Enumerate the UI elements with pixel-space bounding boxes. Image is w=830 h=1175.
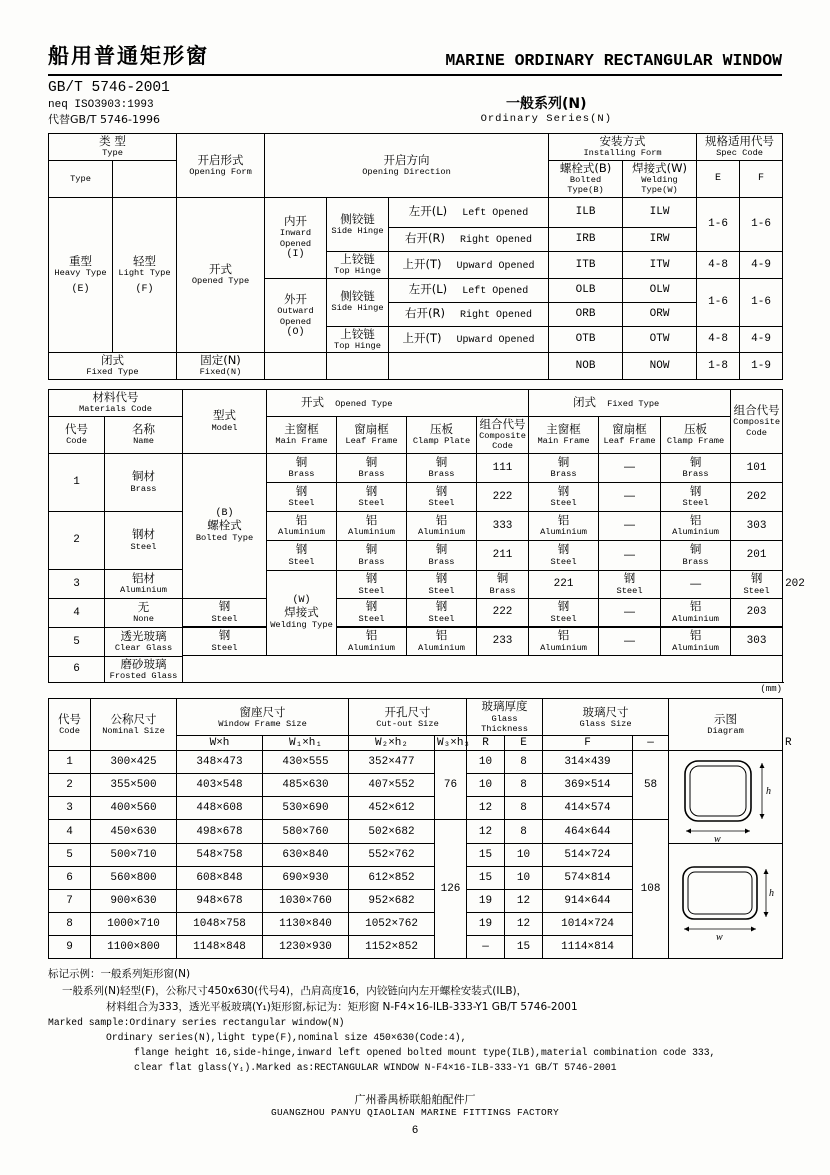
row-e-7: 19 xyxy=(467,890,505,913)
row-code-4: 4 xyxy=(49,820,91,844)
marked-line-3: 材料组合为333，透光平板玻璃(Y₁)矩形窗,标记为：矩形窗 N-F4×16-ILB-333-Y1 GB/T 5746-2001 xyxy=(106,1000,578,1013)
factory-name-cn: 广州番禺桥联船舶配件厂 xyxy=(354,1093,476,1107)
f-leaf-2: — xyxy=(599,482,661,511)
cell-welding-2: IRW xyxy=(623,227,697,251)
row-r-1: 76 xyxy=(435,751,467,820)
row-glass-1: 314×439 xyxy=(543,751,633,774)
row-nominal-2: 355×500 xyxy=(91,774,177,797)
row-e-5: 15 xyxy=(467,844,505,867)
mat-name-6: 磨砂玻璃 Frosted Glass xyxy=(105,656,183,683)
th-main-frame-o: 主窗框 Main Frame xyxy=(267,416,337,453)
row-e-9: — xyxy=(467,936,505,959)
o-leaf-3: 铝 Aluminium xyxy=(337,511,407,540)
o-clamp-5: 铜 Brass xyxy=(477,570,529,598)
f-main-4: 钢 Steel xyxy=(529,540,599,570)
f-leaf-4: — xyxy=(599,540,661,570)
row-cut-5: 630×840 xyxy=(263,844,349,867)
cell-spec-f-2: 4-9 xyxy=(740,251,783,278)
svg-text:h: h xyxy=(766,786,772,798)
row-nominal-8: 1000×710 xyxy=(91,913,177,936)
series-label-en: Ordinary Series(N) xyxy=(480,113,612,125)
cell-bolted-7: NOB xyxy=(549,353,623,380)
f-clamp-1: 铜 Brass xyxy=(661,453,731,482)
row-e-2: 10 xyxy=(467,774,505,797)
th-glass-size: 玻璃尺寸 Glass Size xyxy=(543,699,669,736)
cell-spec-e-3: 1-6 xyxy=(697,278,740,326)
row-code-2: 2 xyxy=(49,774,91,797)
f-clamp-3: 铝 Aluminium xyxy=(661,511,731,540)
f-code-4: 201 xyxy=(731,540,783,570)
f-clamp-7: 铝 Aluminium xyxy=(661,627,731,655)
cell-welding-1: ILW xyxy=(623,197,697,227)
row-gr-1: 58 xyxy=(633,751,669,820)
th-nominal-size: 公称尺寸 Nominal Size xyxy=(91,699,177,751)
row-e-8: 19 xyxy=(467,913,505,936)
cell-spec-e-5: 1-8 xyxy=(697,353,740,380)
svg-text:h: h xyxy=(769,888,775,900)
model-bolted: (B) 螺栓式 Bolted Type xyxy=(183,453,267,598)
cell-opened-type: 开式 Opened Type xyxy=(177,197,265,352)
f-leaf-3: — xyxy=(599,511,661,540)
cell-welding-5: ORW xyxy=(623,302,697,326)
marked-line-7: clear flat glass(Y₁).Marked as:RECTANGULAR WINDOW N-F4×16-ILB-333-Y1 GB/T 5746-2001 xyxy=(134,1062,617,1074)
row-cutout-5: 552×762 xyxy=(349,844,435,867)
cell-bolted-1: ILB xyxy=(549,197,623,227)
cell-welding-3: ITW xyxy=(623,251,697,278)
th-model: 型式 Model xyxy=(183,389,267,453)
row-cutout-1: 352×477 xyxy=(349,751,435,774)
cell-direction-2: 右开(R) Right Opened xyxy=(389,227,549,251)
row-frame-2: 403×548 xyxy=(177,774,263,797)
f-code-7: 303 xyxy=(731,627,783,655)
o-clamp-3: 铝 Aluminium xyxy=(407,511,477,540)
row-f-1: 8 xyxy=(505,751,543,774)
mat-code-6: 6 xyxy=(49,656,105,683)
cell-spec-f-3: 1-6 xyxy=(740,278,783,326)
o-code-5: 221 xyxy=(529,570,599,598)
row-frame-5: 548×758 xyxy=(177,844,263,867)
row-cutout-7: 952×682 xyxy=(349,890,435,913)
row-f-6: 10 xyxy=(505,867,543,890)
f-main-6: 钢 Steel xyxy=(529,598,599,626)
cell-bolted-6: OTB xyxy=(549,326,623,353)
series-block xyxy=(481,93,612,125)
th-type: 类 型 Type xyxy=(49,134,177,161)
title-english: MARINE ORDINARY RECTANGULAR WINDOW xyxy=(445,51,782,70)
svg-text:w: w xyxy=(716,932,723,944)
cell-direction-1: 左开(L) Left Opened xyxy=(389,197,549,227)
row-frame-3: 448×608 xyxy=(177,797,263,820)
o-code-3: 333 xyxy=(477,511,529,540)
row-nominal-3: 400×560 xyxy=(91,797,177,820)
row-nominal-5: 500×710 xyxy=(91,844,177,867)
type-opening-table xyxy=(48,133,783,380)
th-spec-e: E xyxy=(697,160,740,197)
o-main-6: 钢 Steel xyxy=(183,598,267,626)
o-clamp-1: 铜 Brass xyxy=(407,453,477,482)
row-glass-9: 1114×814 xyxy=(543,936,633,959)
th-composite-code-opened: 组合代号 Composite Code xyxy=(477,416,529,453)
row-r-2: 126 xyxy=(435,820,467,959)
row-glass-3: 414×574 xyxy=(543,797,633,820)
f-code-6: 203 xyxy=(731,598,783,626)
f-main-1: 铜 Brass xyxy=(529,453,599,482)
mat-code-2: 2 xyxy=(49,511,105,569)
cell-spec-e-4: 4-8 xyxy=(697,326,740,353)
page-footer xyxy=(48,1091,782,1118)
mat-name-3: 铝材 Aluminium xyxy=(105,569,183,598)
size-table: 代号 Code 公称尺寸 Nominal Size 窗座尺寸 Window Frame Size 开孔尺寸 Cut-out Size 玻璃厚度 Glass Thickness 玻璃尺寸 Glass Size 示图 Diagram W×h W₁×h₁ W₂×h₂ W₃×h₃ R E F — R 1 300×425 348×473 430×555 352×477 76 10 8 314×439 58 h w 2 355×500 403×548 485×630 407×552 10 8 369×514 3 400×560 448×608 530×690 452×612 12 8 414×574 4 450×630 498×678 580×760 502×682 126 12 8 464×644 108 5 500×710 548×758 630×840 552×762 15 10 514×724 h w 6 560×800 608×848 690×930 612×852 15 10 574×814 7 900×630 948×678 1030×760 952×682 19 12 914×644 8 1000×710 1048×758 1130×840 1052×762 19 12 1014×724 9 1100×800 1148×848 1230×930 1152×852 — 15 1114×814 xyxy=(48,698,783,959)
row-frame-4: 498×678 xyxy=(177,820,263,844)
page-header xyxy=(48,40,782,76)
row-code-1: 1 xyxy=(49,751,91,774)
row-code-9: 9 xyxy=(49,936,91,959)
mat-code-5: 5 xyxy=(49,627,105,656)
cell-fixed-blank2 xyxy=(327,353,389,380)
cell-top-hinge-in: 上铰链 Top Hinge xyxy=(327,251,389,278)
th-clamp-plate-o: 压板 Clamp Plate xyxy=(407,416,477,453)
marked-line-5: Ordinary series(N),light type(F),nominal size 450×630(Code:4), xyxy=(106,1032,467,1044)
diagram-cell-bottom xyxy=(669,844,783,959)
o-main-3: 铝 Aluminium xyxy=(267,511,337,540)
row-f-5: 10 xyxy=(505,844,543,867)
svg-text:w: w xyxy=(714,834,721,844)
th-welding: 焊接式(W) Welding Type(W) xyxy=(623,160,697,197)
row-e-6: 15 xyxy=(467,867,505,890)
row-cutout-2: 407×552 xyxy=(349,774,435,797)
factory-name-en: GUANGZHOU PANYU QIAOLIAN MARINE FITTINGS FACTORY xyxy=(270,1107,560,1119)
row-frame-8: 1048×758 xyxy=(177,913,263,936)
o-leaf-4: 铜 Brass xyxy=(337,540,407,570)
th-materials-code: 材料代号 Materials Code xyxy=(49,389,183,416)
cell-inward-opened: 内开 Inward Opened (I) xyxy=(265,197,327,278)
row-glass-7: 914×644 xyxy=(543,890,633,913)
row-e-4: 12 xyxy=(467,820,505,844)
th-opening-form: 开启形式 Opening Form xyxy=(177,134,265,198)
row-code-3: 3 xyxy=(49,797,91,820)
f-code-3: 303 xyxy=(731,511,783,540)
cell-fixed-type: 闭式 Fixed Type xyxy=(49,353,177,380)
th-clamp-frame-f: 压板 Clamp Frame xyxy=(661,416,731,453)
th-leaf-frame-o: 窗扇框 Leaf Frame xyxy=(337,416,407,453)
series-label-cn: 一般系列(N) xyxy=(506,96,587,112)
row-nominal-7: 900×630 xyxy=(91,890,177,913)
marked-example-block xyxy=(48,966,782,1075)
cell-light-type: 轻型 Light Type (F) xyxy=(113,197,177,352)
th-diagram: 示图 Diagram xyxy=(669,699,783,751)
row-f-3: 8 xyxy=(505,797,543,820)
cell-bolted-3: ITB xyxy=(549,251,623,278)
o-code-6: 222 xyxy=(477,598,529,626)
row-cut-3: 530×690 xyxy=(263,797,349,820)
row-cutout-4: 502×682 xyxy=(349,820,435,844)
row-glass-6: 574×814 xyxy=(543,867,633,890)
o-clamp-2: 钢 Steel xyxy=(407,482,477,511)
th-main-frame-f: 主窗框 Main Frame xyxy=(529,416,599,453)
o-main-4: 钢 Steel xyxy=(267,540,337,570)
row-frame-1: 348×473 xyxy=(177,751,263,774)
th-mat-code: 代号 Code xyxy=(49,416,105,453)
f-clamp-2: 钢 Steel xyxy=(661,482,731,511)
cell-direction-5: 右开(R) Right Opened xyxy=(389,302,549,326)
standard-block xyxy=(48,79,170,127)
o-leaf-6: 钢 Steel xyxy=(337,598,407,626)
cell-spec-f-1: 1-6 xyxy=(740,197,783,251)
th-cutout-size: 开孔尺寸 Cut-out Size xyxy=(349,699,467,736)
f-leaf-6: — xyxy=(599,598,661,626)
th-glass-thickness: 玻璃厚度 Glass Thickness xyxy=(467,699,543,736)
th-fixed-type: 闭式 Fixed Type xyxy=(529,389,731,416)
cell-bolted-4: OLB xyxy=(549,278,623,302)
row-code-8: 8 xyxy=(49,913,91,936)
marked-line-1: 标记示例：一般系列矩形窗(N) xyxy=(48,968,191,981)
mat-code-3: 3 xyxy=(49,569,105,598)
cell-bolted-5: ORB xyxy=(549,302,623,326)
rounded-window-diagram-2 xyxy=(669,855,779,947)
cell-top-hinge-out: 上铰链 Top Hinge xyxy=(327,326,389,353)
o-clamp-7: 铝 Aluminium xyxy=(407,627,477,655)
th-w2-h2: W₂×h₂ xyxy=(349,736,435,751)
mat-name-2: 钢材 Steel xyxy=(105,511,183,569)
row-frame-9: 1148×848 xyxy=(177,936,263,959)
standard-number: GB/T 5746-2001 xyxy=(48,80,170,96)
f-clamp-4: 铜 Brass xyxy=(661,540,731,570)
row-glass-5: 514×724 xyxy=(543,844,633,867)
cell-side-hinge-in: 侧铰链 Side Hinge xyxy=(327,197,389,251)
cell-fixed-blank3 xyxy=(389,353,549,380)
row-cut-9: 1230×930 xyxy=(263,936,349,959)
th-w-h: W×h xyxy=(177,736,263,751)
materials-model-table: 材料代号 Materials Code 型式 Model 开式 Opened Type 闭式 Fixed Type 组合代号 Composite Code 代号 Code 名称 Name 主窗框 Main Frame 窗扇框 Leaf Frame 压板 Clamp Plate 组合代号 Composite Code 主窗框 Main Frame 窗扇框 Leaf Frame 压板 Clamp Frame 1 铜材 Brass (B) 螺栓式 Bolted Type 铜 Brass 铜 Brass 铜 Brass 111 铜 Brass — 铜 Brass 101 钢 Steel 钢 Steel 钢 Steel 222 钢 Steel — 钢 Steel 202 2 钢材 Steel 铝 Aluminium 铝 Aluminium 铝 Aluminium 333 铝 Aluminium — 铝 Aluminium 303 钢 Steel 铜 Brass 铜 Brass 211 钢 Steel — 铜 Brass 201 3 铝材 Aluminium (W) 焊接式 Welding Type 钢 Steel 钢 Steel 铜 Brass 221 钢 Steel — 钢 Steel 202 4 无 None 钢 Steel 钢 Steel 钢 Steel 222 钢 Steel — 铝 Aluminium 203 5 透光玻璃 Clear Glass 钢 Steel 铝 Aluminium 铝 Aluminium 233 铝 Aluminium — 铝 Aluminium 303 6 磨砂玻璃 Frosted Glass xyxy=(48,389,783,683)
o-clamp-6: 钢 Steel xyxy=(407,598,477,626)
row-cut-7: 1030×760 xyxy=(263,890,349,913)
row-cut-8: 1130×840 xyxy=(263,913,349,936)
th-opened-type: 开式 Opened Type xyxy=(267,389,529,416)
cell-spec-e-2: 4-8 xyxy=(697,251,740,278)
th-spec-code: 规格适用代号 Spec Code xyxy=(697,134,783,161)
th-w1-h1: W₁×h₁ xyxy=(263,736,349,751)
o-main-5: 钢 Steel xyxy=(337,570,407,598)
cell-welding-4: OLW xyxy=(623,278,697,302)
o-clamp-4: 铜 Brass xyxy=(407,540,477,570)
diagram-cell-top xyxy=(669,751,783,844)
row-cut-6: 690×930 xyxy=(263,867,349,890)
cell-welding-6: OTW xyxy=(623,326,697,353)
unit-note: (mm) xyxy=(760,684,782,695)
row-nominal-4: 450×630 xyxy=(91,820,177,844)
cell-heavy-type: 重型 Heavy Type (E) xyxy=(49,197,113,352)
cell-side-hinge-out: 侧铰链 Side Hinge xyxy=(327,278,389,326)
mat-name-4: 无 None xyxy=(105,598,183,627)
f-leaf-7: — xyxy=(599,627,661,655)
o-code-1: 111 xyxy=(477,453,529,482)
o-main-1: 铜 Brass xyxy=(267,453,337,482)
row-frame-7: 948×678 xyxy=(177,890,263,913)
f-main-7: 铝 Aluminium xyxy=(529,627,599,655)
row-f-4: 8 xyxy=(505,820,543,844)
cell-bolted-2: IRB xyxy=(549,227,623,251)
row-e-3: 12 xyxy=(467,797,505,820)
cell-spec-f-5: 1-9 xyxy=(740,353,783,380)
mat-code-4: 4 xyxy=(49,598,105,627)
th-type-sub: Type xyxy=(49,160,113,197)
th-e: E xyxy=(505,736,543,751)
row-glass-8: 1014×724 xyxy=(543,913,633,936)
rounded-window-diagram-1 xyxy=(669,751,779,843)
cell-direction-3: 上开(T) Upward Opened xyxy=(389,251,549,278)
row-cutout-8: 1052×762 xyxy=(349,913,435,936)
th-frame-size: 窗座尺寸 Window Frame Size xyxy=(177,699,349,736)
cell-direction-4: 左开(L) Left Opened xyxy=(389,278,549,302)
row-nominal-6: 560×800 xyxy=(91,867,177,890)
row-e-1: 10 xyxy=(467,751,505,774)
marked-line-4: Marked sample:Ordinary series rectangular window(N) xyxy=(48,1017,345,1029)
mat-name-1: 铜材 Brass xyxy=(105,453,183,511)
o-code-2: 222 xyxy=(477,482,529,511)
f-main-2: 钢 Steel xyxy=(529,482,599,511)
th-w3-h3: W₃×h₃ xyxy=(435,736,467,751)
row-cut-4: 580×760 xyxy=(263,820,349,844)
row-f-9: 15 xyxy=(505,936,543,959)
model-welding: (W) 焊接式 Welding Type xyxy=(267,570,337,655)
row-glass-2: 369×514 xyxy=(543,774,633,797)
marked-line-6: flange height 16,side-hinge,inward left opened bolted mount type(ILB),material combination code 333, xyxy=(134,1047,716,1059)
th-type-sub2 xyxy=(113,160,177,197)
th-r1: R xyxy=(467,736,505,751)
o-code-7: 233 xyxy=(477,627,529,655)
marked-line-2: 一般系列(N)轻型(F)，公称尺寸450x630(代号4)，凸肩高度16，内铰链向内左开螺栓安装式(ILB)， xyxy=(62,984,528,997)
th-size-code: 代号 Code xyxy=(49,699,91,751)
row-f-2: 8 xyxy=(505,774,543,797)
th-bolted: 螺栓式(B) Bolted Type(B) xyxy=(549,160,623,197)
f-leaf-5: — xyxy=(661,570,731,598)
f-main-5: 钢 Steel xyxy=(599,570,661,598)
mat-name-5: 透光玻璃 Clear Glass xyxy=(105,627,183,656)
o-leaf-5: 钢 Steel xyxy=(407,570,477,598)
row-glass-4: 464×644 xyxy=(543,820,633,844)
o-leaf-1: 铜 Brass xyxy=(337,453,407,482)
standard-header xyxy=(48,79,782,127)
cell-welding-7: NOW xyxy=(623,353,697,380)
cell-outward-opened: 外开 Outward Opened (O) xyxy=(265,278,327,353)
row-code-7: 7 xyxy=(49,890,91,913)
row-cutout-6: 612×852 xyxy=(349,867,435,890)
row-code-6: 6 xyxy=(49,867,91,890)
row-code-5: 5 xyxy=(49,844,91,867)
row-cutout-9: 1152×852 xyxy=(349,936,435,959)
row-nominal-9: 1100×800 xyxy=(91,936,177,959)
row-frame-6: 608×848 xyxy=(177,867,263,890)
title-chinese: 船用普通矩形窗 xyxy=(48,44,209,68)
f-clamp-5: 钢 Steel xyxy=(731,570,783,598)
f-code-2: 202 xyxy=(731,482,783,511)
row-cut-1: 430×555 xyxy=(263,751,349,774)
th-f: F xyxy=(543,736,633,751)
cell-spec-f-4: 4-9 xyxy=(740,326,783,353)
o-main-2: 钢 Steel xyxy=(267,482,337,511)
mat-code-1: 1 xyxy=(49,453,105,511)
row-f-7: 12 xyxy=(505,890,543,913)
row-cut-2: 485×630 xyxy=(263,774,349,797)
th-glass-dash: — xyxy=(633,736,669,751)
f-main-3: 铝 Aluminium xyxy=(529,511,599,540)
o-leaf-7: 铝 Aluminium xyxy=(337,627,407,655)
th-installing-form: 安装方式 Installing Form xyxy=(549,134,697,161)
th-mat-name: 名称 Name xyxy=(105,416,183,453)
row-cutout-3: 452×612 xyxy=(349,797,435,820)
o-code-4: 211 xyxy=(477,540,529,570)
cell-spec-e-1: 1-6 xyxy=(697,197,740,251)
f-leaf-1: — xyxy=(599,453,661,482)
row-f-8: 12 xyxy=(505,913,543,936)
o-leaf-2: 钢 Steel xyxy=(337,482,407,511)
th-spec-f: F xyxy=(740,160,783,197)
f-code-1: 101 xyxy=(731,453,783,482)
th-composite-code-fixed: 组合代号 Composite Code xyxy=(731,389,783,453)
standard-iso: neq ISO3903:1993 xyxy=(48,99,154,112)
cell-direction-6: 上开(T) Upward Opened xyxy=(389,326,549,353)
row-gr-2: 108 xyxy=(633,820,669,959)
f-clamp-6: 铝 Aluminium xyxy=(661,598,731,626)
row-nominal-1: 300×425 xyxy=(91,751,177,774)
o-main-7: 钢 Steel xyxy=(183,627,267,655)
cell-fixed-n: 固定(N) Fixed(N) xyxy=(177,353,265,380)
th-opening-direction: 开启方向 Opening Direction xyxy=(265,134,549,198)
standard-replaces: 代替GB/T 5746-1996 xyxy=(48,112,160,126)
th-leaf-frame-f: 窗扇框 Leaf Frame xyxy=(599,416,661,453)
page-number: 6 xyxy=(411,1125,419,1138)
cell-fixed-blank1 xyxy=(265,353,327,380)
